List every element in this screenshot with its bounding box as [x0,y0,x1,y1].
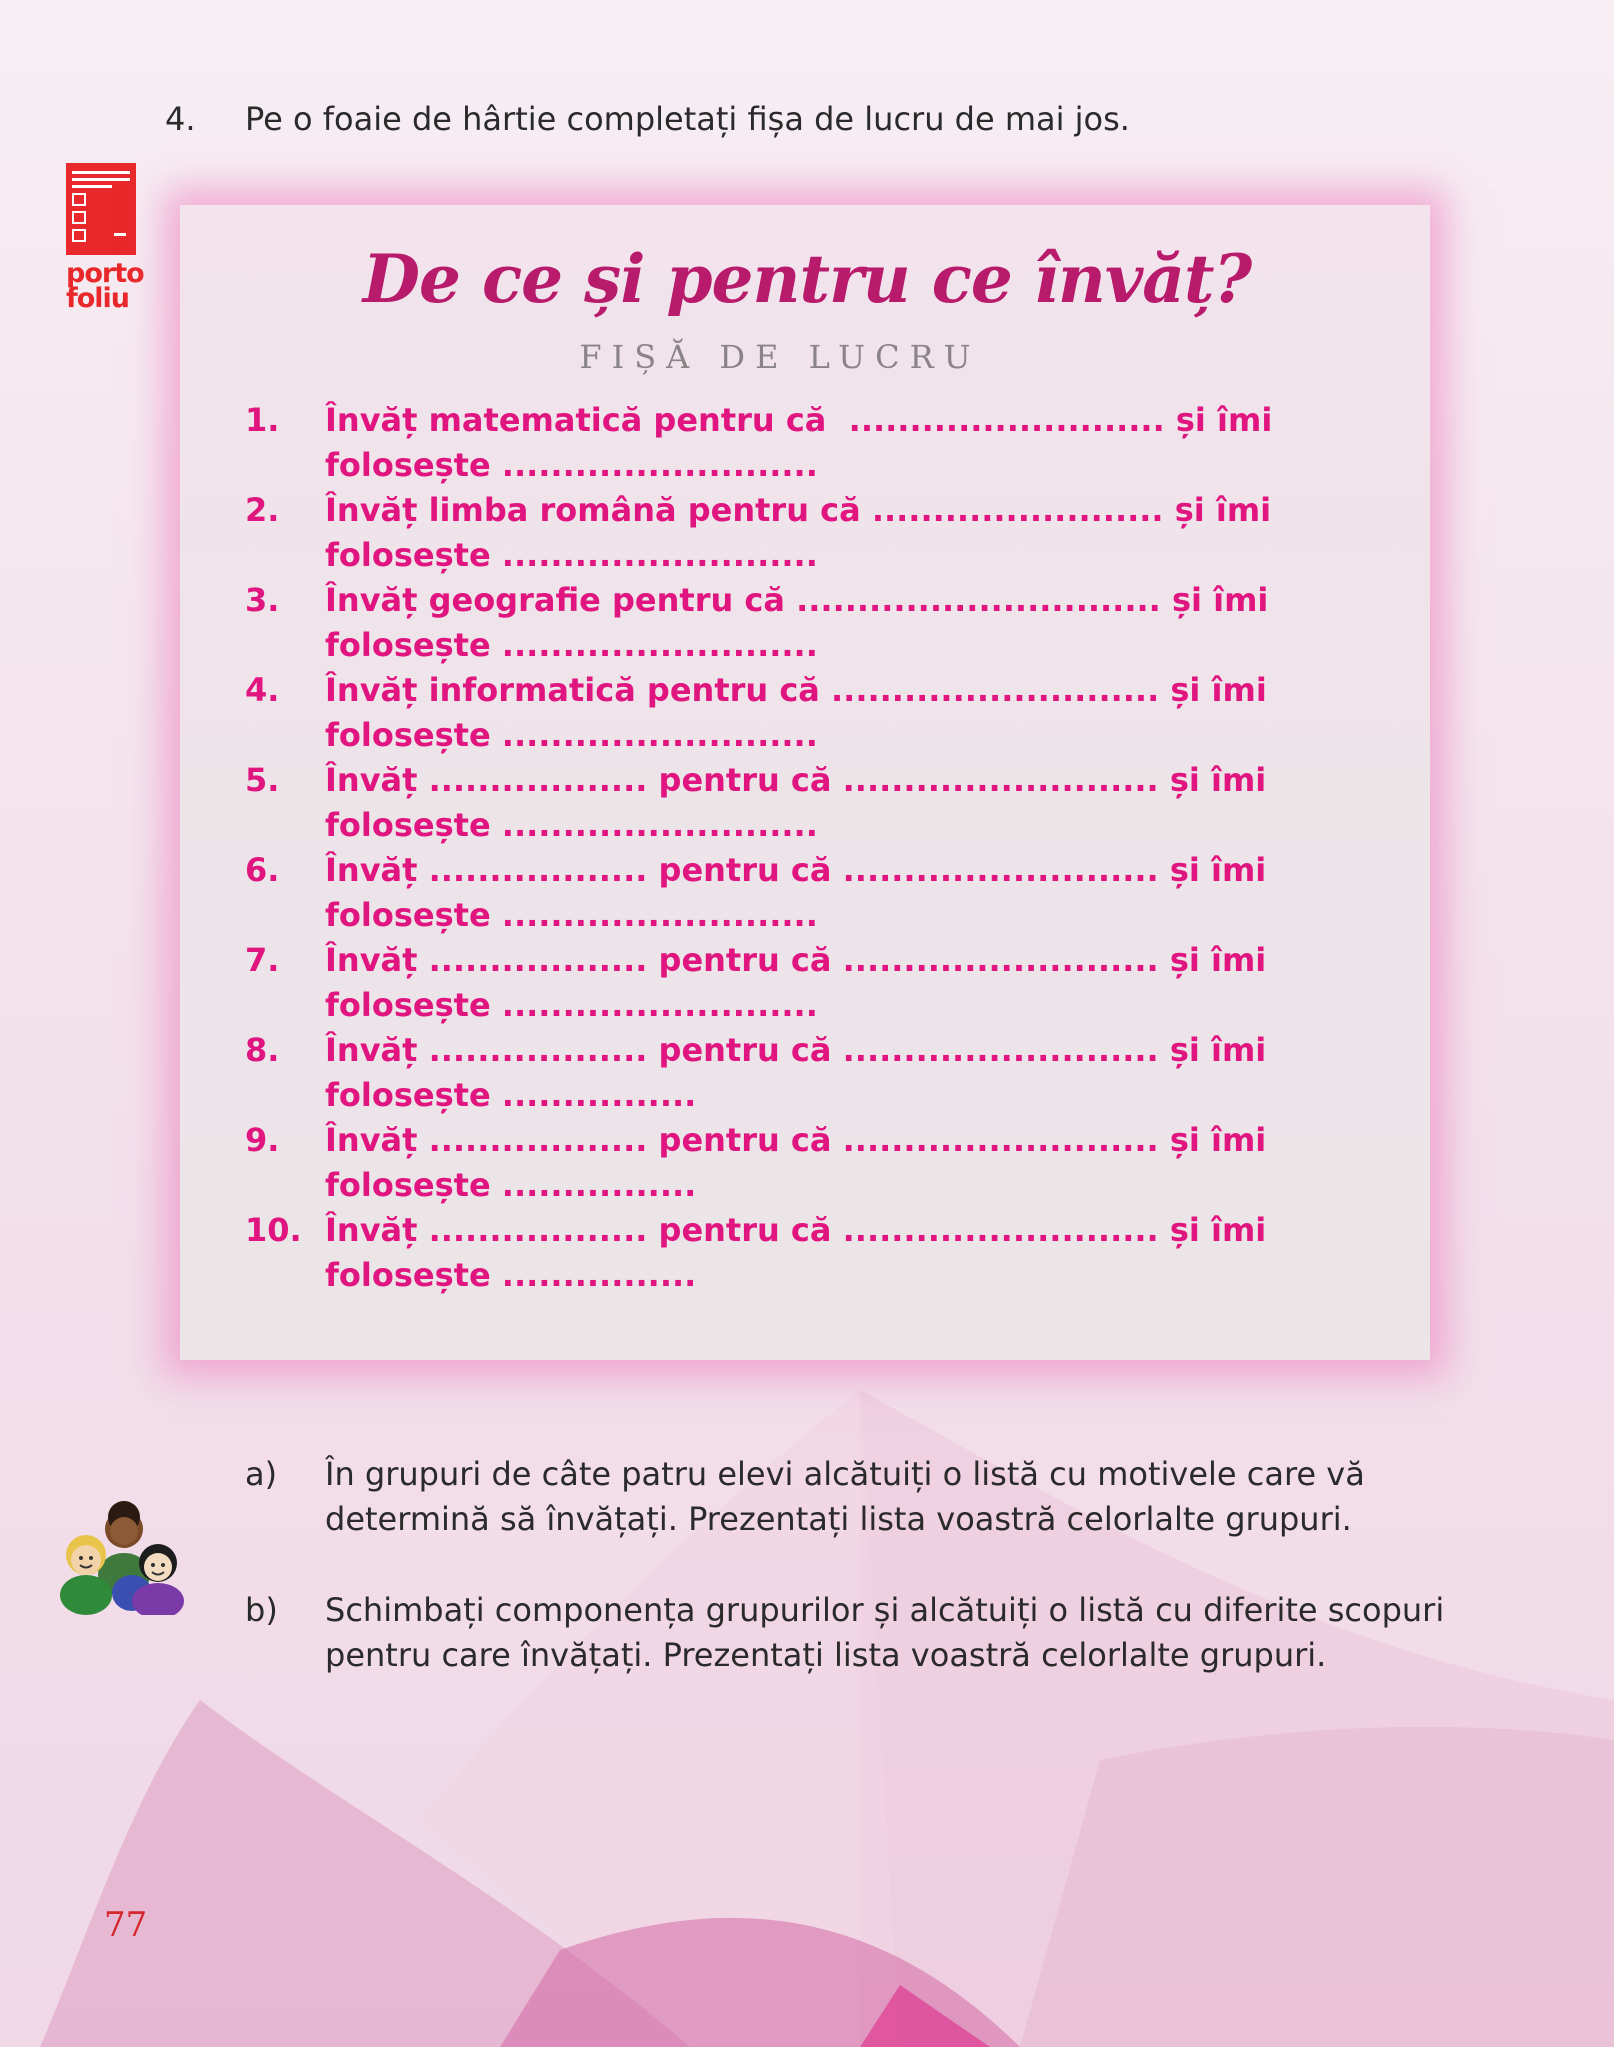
worksheet-item: 9. Învăț .................. pentru că .......................... și îmi folosește ................ [245,1121,1267,1204]
worksheet-item: 8. Învăț .................. pentru că .......................... și îmi folosește ................ [245,1031,1267,1114]
task-number: 4. [165,100,196,138]
task-instruction [165,100,1130,138]
worksheet-item: 10. Învăț .................. pentru că .......................... și îmi folosește ................ [245,1211,1267,1294]
worksheet-item: 6. Învăț .................. pentru că .......................... și îmi folosește .......................... [245,851,1267,934]
worksheet-item: 5. Învăț .................. pentru că .......................... și îmi folosește .......................... [245,761,1267,844]
portfolio-label: porto foliu [66,258,144,314]
worksheet-item: 1. Învăț matematică pentru că .......................... și îmi folosește .......................... [245,401,1273,484]
page-number: 77 [104,1905,148,1945]
worksheet-title: De ce și pentru ce învăț? [362,240,1252,318]
subtask-a: a) În grupuri de câte patru elevi alcătuiți o listă cu motivele care vă determină să învățați. Prezentați lista voastră celorlalte grupuri. [245,1455,1365,1538]
worksheet-subtitle: FIȘĂ DE LUCRU [579,338,981,376]
worksheet-list [245,398,1345,1298]
worksheet-item: 7. Învăț .................. pentru că .......................... și îmi folosește .......................... [245,941,1267,1024]
worksheet-item: 3. Învăț geografie pentru că .............................. și îmi folosește .......................... [245,581,1269,664]
task-text: Pe o foaie de hârtie completați fișa de lucru de mai jos. [245,100,1130,138]
subtask-b: b) Schimbați componența grupurilor și alcătuiți o listă cu diferite scopuri pentru care învățați. Prezentați lista voastră celorlalte grupuri. [245,1591,1445,1674]
worksheet-item: 4. Învăț informatică pentru că ........................... și îmi folosește .......................... [245,671,1267,754]
group-work-icon [58,1497,186,1615]
worksheet-item: 2. Învăț limba română pentru că ........................ și îmi folosește .......................... [245,491,1272,574]
